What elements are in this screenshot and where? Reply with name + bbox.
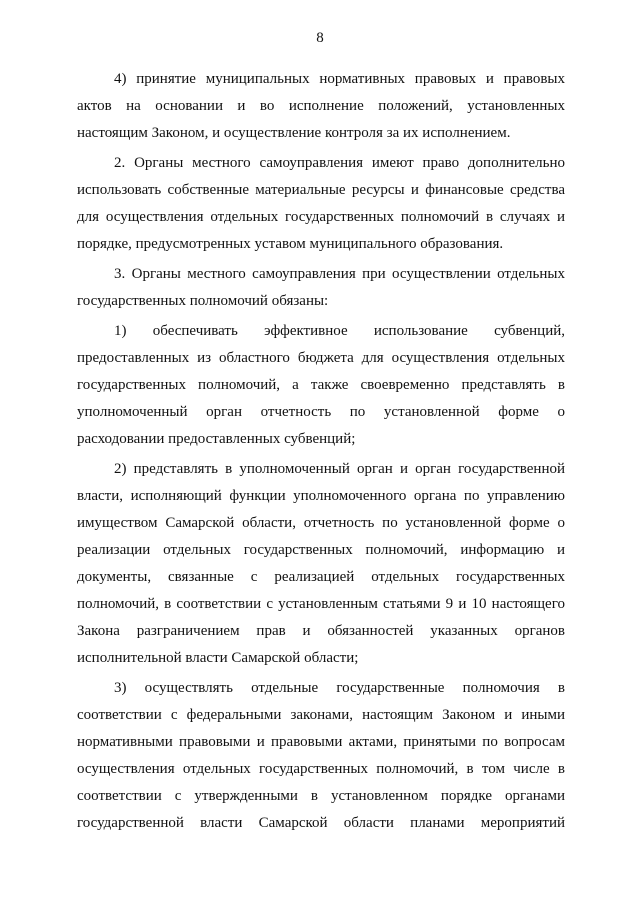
text-line: документы, связанные с реализацией отдельных государственных xyxy=(77,569,565,585)
text-line: соответствии с утвержденными в установленном порядке органами xyxy=(77,788,565,804)
paragraph xyxy=(77,150,565,258)
paragraph xyxy=(77,261,565,315)
paragraph xyxy=(77,66,565,147)
text-line: реализации отдельных государственных полномочий, информацию и xyxy=(77,542,565,558)
text-line: полномочий, в соответствии с установленным статьями 9 и 10 настоящего xyxy=(77,596,565,612)
text-line: 3. Органы местного самоуправления при осуществлении отдельных xyxy=(114,266,565,282)
text-line: 3) осуществлять отдельные государственные полномочия в xyxy=(114,680,565,696)
text-line: для осуществления отдельных государственных полномочий в случаях и xyxy=(77,209,565,225)
text-line: государственной власти Самарской области планами мероприятий xyxy=(77,815,565,831)
paragraph xyxy=(77,675,565,837)
text-line: нормативными правовыми и правовыми актами, принятыми по вопросам xyxy=(77,734,565,750)
document-body xyxy=(77,66,565,837)
text-line: уполномоченный орган отчетность по установленной форме о xyxy=(77,404,565,420)
text-line: расходовании предоставленных субвенций; xyxy=(77,431,356,447)
paragraph xyxy=(77,318,565,453)
text-line: 2. Органы местного самоуправления имеют право дополнительно xyxy=(114,155,565,171)
text-line: порядке, предусмотренных уставом муниципального образования. xyxy=(77,236,504,252)
page-number: 8 xyxy=(316,30,324,46)
text-line: государственных полномочий, а также своевременно представлять в xyxy=(77,377,565,393)
text-line: предоставленных из областного бюджета для осуществления отдельных xyxy=(77,350,565,366)
text-line: государственных полномочий обязаны: xyxy=(77,293,329,309)
text-line: 2) представлять в уполномоченный орган и орган государственной xyxy=(114,461,565,477)
text-line: Закона разграничением прав и обязанностей указанных органов xyxy=(77,623,565,639)
paragraph xyxy=(77,456,565,672)
text-line: настоящим Законом, и осуществление контроля за их исполнением. xyxy=(77,125,511,141)
text-line: имуществом Самарской области, отчетность по установленной форме о xyxy=(77,515,565,531)
text-line: осуществления отдельных государственных полномочий, в том числе в xyxy=(77,761,565,777)
text-line: использовать собственные материальные ресурсы и финансовые средства xyxy=(77,182,565,198)
text-line: власти, исполняющий функции уполномоченного органа по управлению xyxy=(77,488,565,504)
text-line: исполнительной власти Самарской области; xyxy=(77,650,359,666)
text-line: актов на основании и во исполнение положений, установленных xyxy=(77,98,565,114)
text-line: 4) принятие муниципальных нормативных правовых и правовых xyxy=(114,71,565,87)
text-line: соответствии с федеральными законами, настоящим Законом и иными xyxy=(77,707,565,723)
text-line: 1) обеспечивать эффективное использование субвенций, xyxy=(114,323,565,339)
